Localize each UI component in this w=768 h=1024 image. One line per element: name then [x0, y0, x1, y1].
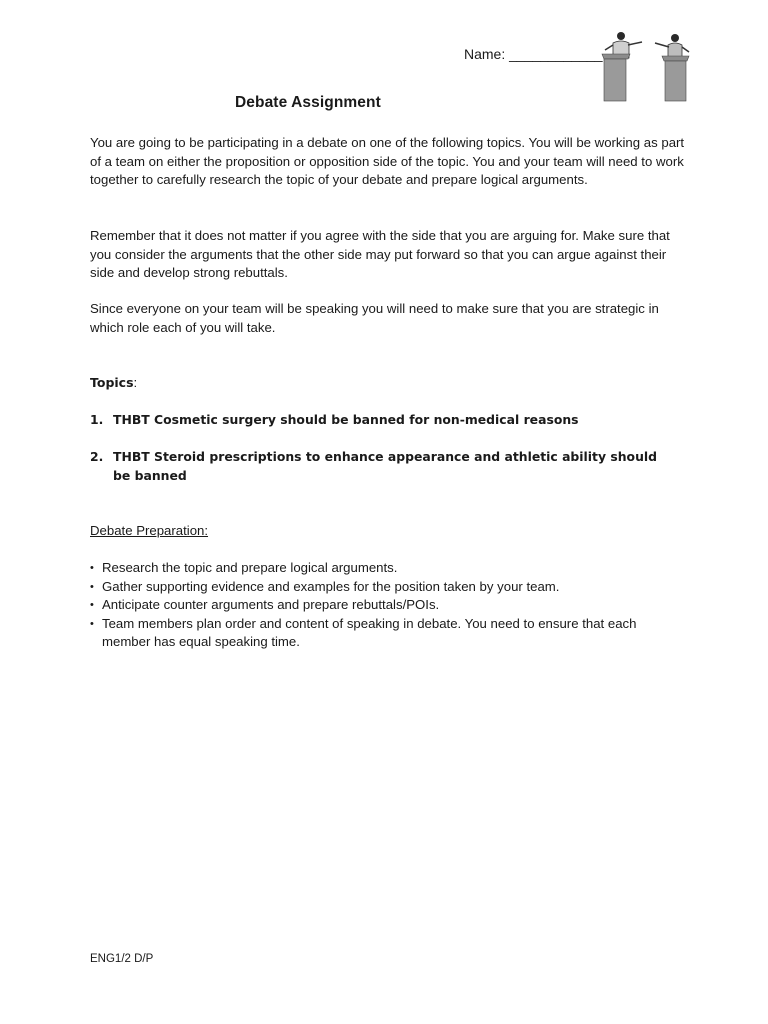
list-item-text: Team members plan order and content of speaking in debate. You need to ensure that each member has equal speaking time.: [102, 615, 637, 649]
list-item-text: Gather supporting evidence and examples for the position taken by your team.: [102, 578, 560, 594]
name-field-label: Name: ____________: [464, 46, 603, 62]
bullet-icon: •: [90, 562, 94, 574]
page-title: Debate Assignment: [235, 94, 381, 111]
debate-podiums-icon: [592, 28, 696, 104]
topics-heading-colon: :: [133, 375, 138, 390]
topics-heading-label: Topics: [90, 375, 134, 390]
footer-course-code: ENG1/2 D/P: [90, 953, 154, 965]
topic-text: THBT Steroid prescriptions to enhance appearance and athletic ability should be banned: [113, 449, 658, 483]
topic-number: 2.: [90, 449, 104, 464]
list-item-text: Anticipate counter arguments and prepare rebuttals/POIs.: [102, 597, 440, 612]
preparation-list: [90, 559, 680, 652]
preparation-heading: Debate Preparation:: [90, 523, 209, 538]
intro-paragraph-3: Since everyone on your team will be speaking you will need to make sure that you are strategic in which role each of you will take.: [90, 301, 659, 335]
intro-paragraph-2: Remember that it does not matter if you agree with the side that you are arguing for. Make sure that you consider the arguments that the other side may put forward so that you can argue against their side and develop strong rebuttals.: [90, 228, 670, 280]
topic-item: [90, 411, 670, 430]
list-item: [90, 596, 680, 615]
list-item: [90, 578, 680, 597]
intro-paragraph-1: You are going to be participating in a debate on one of the following topics. You will be working as part of a team on either the proposition or opposition side of the topic. You and your team will need to work together to carefully research the topic of your debate and prepare logical arguments.: [90, 135, 685, 187]
bullet-icon: •: [90, 580, 94, 593]
topics-heading: [90, 374, 137, 393]
bullet-icon: •: [90, 617, 94, 630]
list-item-text: Research the topic and prepare logical arguments.: [102, 560, 398, 575]
list-item: [90, 559, 680, 578]
topic-number: 1.: [90, 412, 104, 427]
bullet-icon: •: [90, 599, 94, 611]
topic-text: THBT Cosmetic surgery should be banned for non-medical reasons: [113, 412, 579, 427]
topic-item: [90, 448, 670, 485]
list-item: [90, 615, 680, 652]
